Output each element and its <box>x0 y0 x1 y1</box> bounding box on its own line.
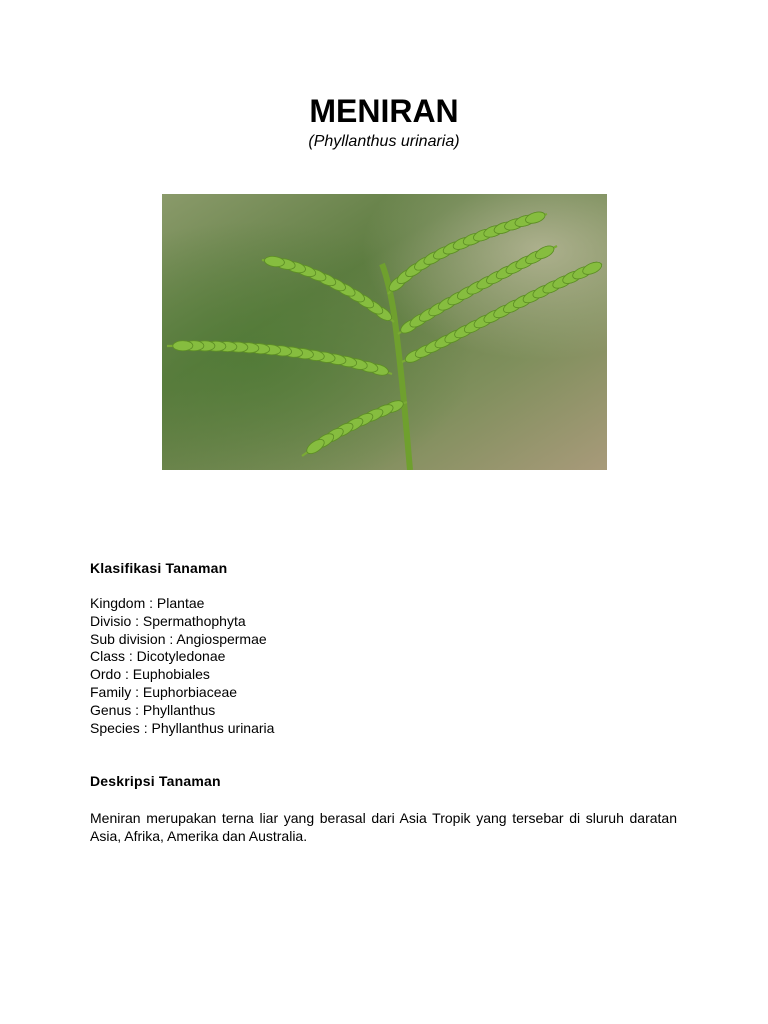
plant-photo <box>162 194 607 470</box>
scientific-name: (Phyllanthus urinaria) <box>308 133 460 150</box>
classification-item: Sub division : Angiospermae <box>90 630 267 647</box>
document-title: MENIRAN <box>309 93 459 129</box>
classification-item: Species : Phyllanthus urinaria <box>90 719 275 736</box>
classification-list <box>90 595 274 737</box>
classification-heading: Klasifikasi Tanaman <box>90 560 228 576</box>
description-text: Meniran merupakan terna liar yang berasal dari Asia Tropik yang tersebar di sluruh daratan Asia, Afrika, Amerika dan Australia. <box>90 810 677 844</box>
classification-item: Genus : Phyllanthus <box>90 701 216 718</box>
classification-item: Family : Euphorbiaceae <box>90 683 238 700</box>
classification-item: Divisio : Spermathophyta <box>90 612 246 629</box>
classification-item: Ordo : Euphobiales <box>90 666 210 683</box>
classification-item: Kingdom : Plantae <box>90 595 205 611</box>
classification-item: Class : Dicotyledonae <box>90 648 226 665</box>
description-heading: Deskripsi Tanaman <box>90 773 221 789</box>
